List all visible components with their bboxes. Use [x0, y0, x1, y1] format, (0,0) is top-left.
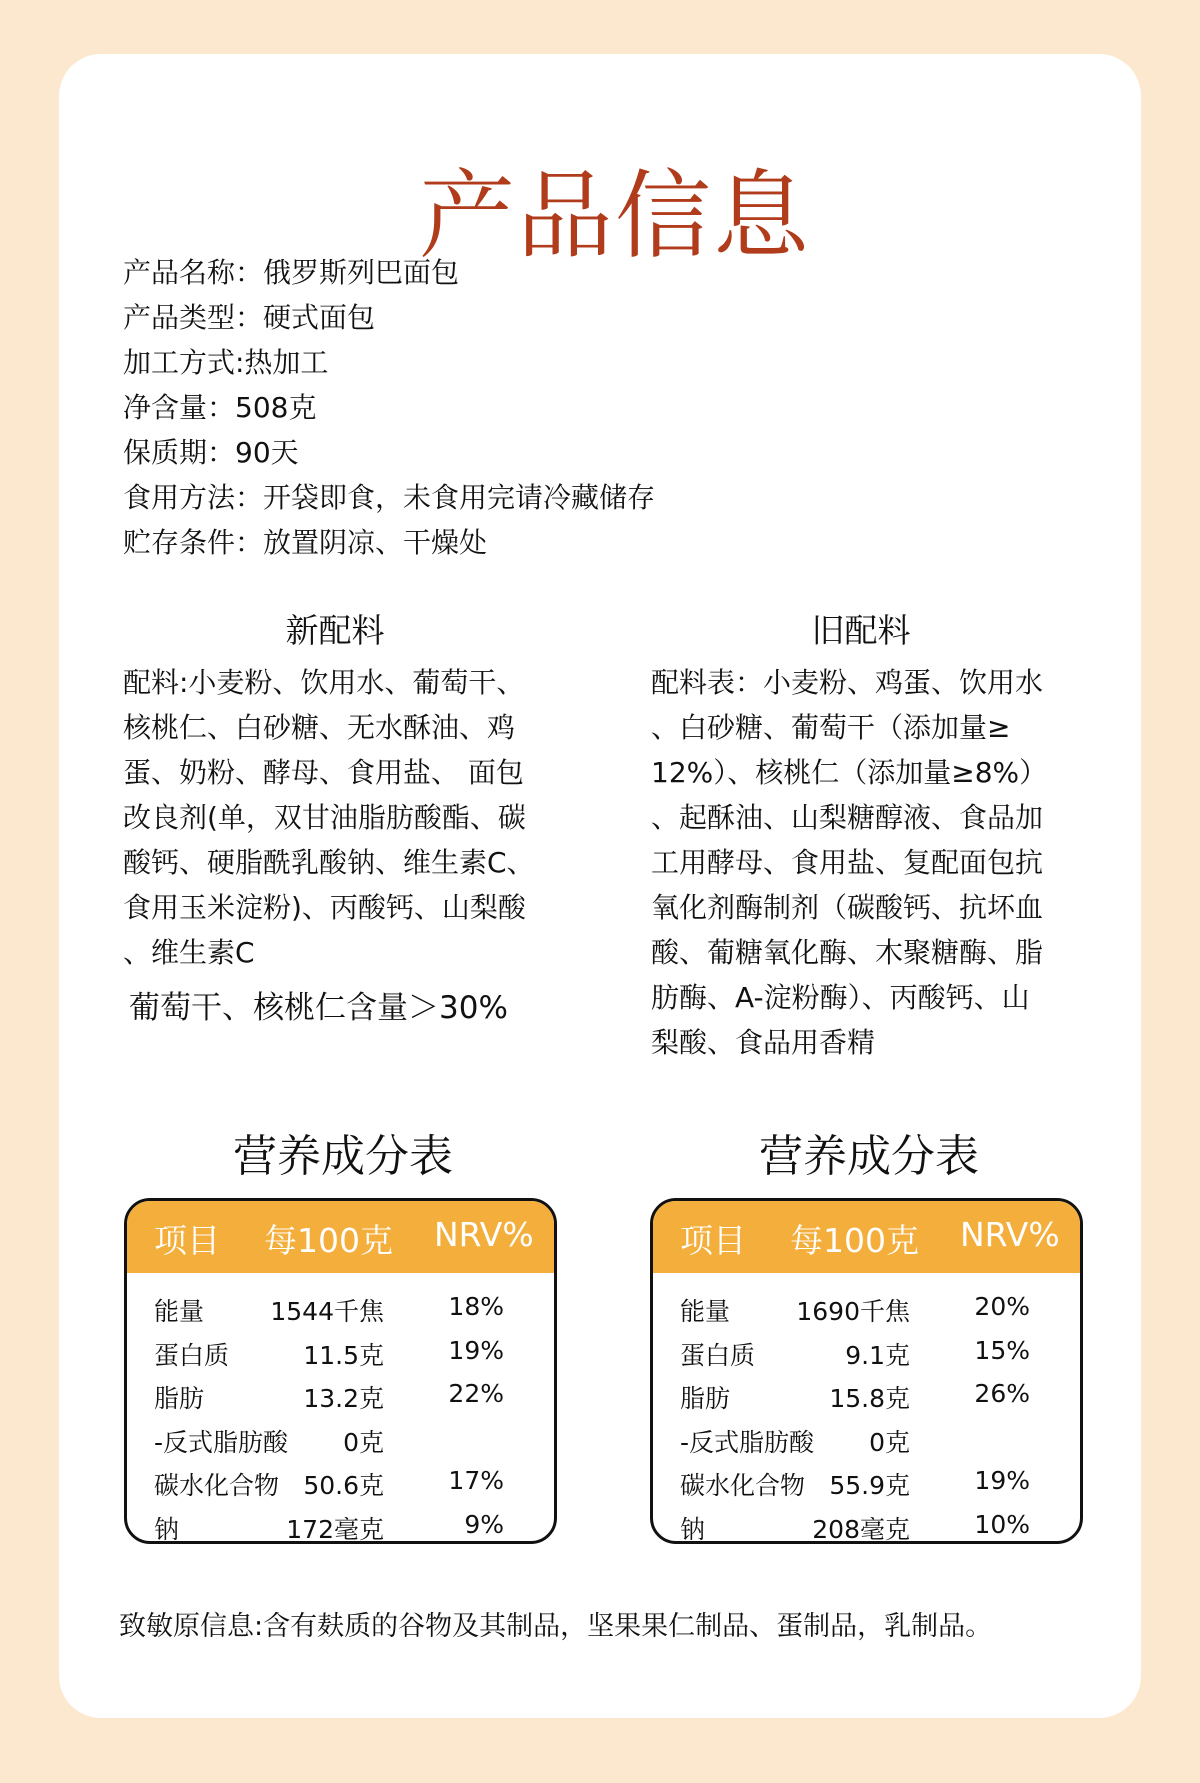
nutrient-name: 脂肪: [154, 1384, 205, 1414]
nutrient-name: -反式脂肪酸: [154, 1427, 289, 1457]
header-per-100g: 每100克: [790, 1221, 919, 1260]
nutrient-name: 碳水化合物: [680, 1471, 806, 1501]
nutrient-value: 0克: [869, 1427, 910, 1457]
nutrient-value: 172毫克: [286, 1514, 384, 1544]
table-row: [127, 1459, 554, 1503]
nutrient-name: 蛋白质: [680, 1340, 756, 1370]
ingredient-line: 工用酵母、食用盐、复配面包抗: [651, 846, 1044, 879]
nutrient-value: 1544千焦: [270, 1297, 384, 1326]
nutrient-nrv: 26%: [974, 1379, 1030, 1409]
ingredient-line: 酸钙、硬脂酰乳酸钠、维生素C、: [123, 846, 535, 879]
table-row: [653, 1285, 1080, 1329]
table-row: [127, 1372, 554, 1416]
ingredient-line: 蛋、奶粉、酵母、食用盐、 面包: [123, 756, 524, 789]
product-info-list: [123, 250, 655, 565]
info-processing: 加工方式:热加工: [123, 346, 329, 379]
header-nrv: NRV%: [434, 1215, 534, 1254]
nutrient-nrv: 9%: [464, 1509, 504, 1539]
nutrition-table-title-new: 营养成分表: [233, 1131, 453, 1182]
info-storage: 贮存条件：放置阴凉、干燥处: [123, 526, 488, 559]
nutrient-name: -反式脂肪酸: [680, 1427, 815, 1457]
ingredient-line: 、维生素C: [123, 936, 255, 969]
nutrition-table-new: [124, 1198, 557, 1544]
ingredient-line: 氧化剂酶制剂（碳酸钙、抗坏血: [651, 891, 1044, 924]
nutrition-table-old: [650, 1198, 1083, 1544]
ingredient-line: 改良剂(单，双甘油脂肪酸酯、碳: [123, 801, 526, 834]
nutrient-name: 碳水化合物: [154, 1471, 280, 1501]
new-ingredients-list: [123, 660, 535, 975]
nutrient-nrv: 19%: [974, 1466, 1030, 1496]
table-row: [127, 1416, 554, 1460]
nutrient-value: 208毫克: [812, 1514, 910, 1544]
ingredient-line: 配料:小麦粉、饮用水、葡萄干、: [123, 666, 525, 699]
ingredient-line: 12%）、核桃仁（添加量≥8%）: [651, 756, 1048, 789]
ingredient-line: 核桃仁、白砂糖、无水酥油、鸡: [123, 711, 516, 744]
nutrient-name: 钠: [680, 1514, 706, 1544]
nutrient-value: 1690千焦: [796, 1297, 910, 1326]
table-row: [653, 1503, 1080, 1544]
allergen-info: 致敏原信息:含有麸质的谷物及其制品，坚果果仁制品、蛋制品，乳制品。: [119, 1611, 993, 1642]
info-usage: 食用方法：开袋即食，未食用完请冷藏储存: [123, 481, 656, 514]
table-header: [127, 1201, 554, 1273]
raisin-walnut-content-note: 葡萄干、核桃仁含量＞30%: [129, 990, 508, 1026]
ingredient-line: 酸、葡糖氧化酶、木聚糖酶、脂: [651, 936, 1044, 969]
nutrient-name: 蛋白质: [154, 1340, 230, 1370]
nutrient-name: 能量: [154, 1297, 205, 1326]
table-row: [127, 1329, 554, 1373]
table-row: [653, 1372, 1080, 1416]
nutrient-value: 55.9克: [829, 1471, 910, 1501]
ingredient-line: 、白砂糖、葡萄干（添加量≥: [651, 711, 1011, 744]
ingredient-line: 、起酥油、山梨糖醇液、食品加: [651, 801, 1044, 834]
header-item: 项目: [154, 1221, 220, 1260]
nutrient-name: 脂肪: [680, 1384, 731, 1414]
info-product-type: 产品类型：硬式面包: [123, 301, 376, 334]
nutrient-nrv: 15%: [974, 1335, 1030, 1365]
nutrient-value: 9.1克: [845, 1340, 910, 1370]
nutrient-value: 15.8克: [829, 1384, 910, 1414]
header-per-100g: 每100克: [264, 1221, 393, 1260]
old-ingredients-heading: 旧配料: [811, 611, 911, 650]
ingredient-line: 梨酸、食品用香精: [651, 1026, 876, 1059]
nutrient-name: 能量: [680, 1297, 731, 1326]
nutrition-table-title-old: 营养成分表: [759, 1131, 979, 1182]
info-product-name: 产品名称：俄罗斯列巴面包: [123, 256, 460, 289]
nutrient-value: 0克: [343, 1427, 384, 1457]
nutrient-nrv: 19%: [448, 1335, 504, 1365]
nutrient-nrv: 17%: [448, 1466, 504, 1496]
table-row: [127, 1503, 554, 1544]
nutrient-name: 钠: [154, 1514, 180, 1544]
ingredient-line: 肪酶、A-淀粉酶）、丙酸钙、山: [651, 981, 1030, 1014]
table-row: [127, 1285, 554, 1329]
nutrient-value: 11.5克: [303, 1340, 384, 1370]
table-header: [653, 1201, 1080, 1273]
ingredient-line: 配料表：小麦粉、鸡蛋、饮用水: [651, 666, 1044, 699]
ingredient-line: 食用玉米淀粉)、丙酸钙、山梨酸: [123, 891, 526, 924]
nutrient-nrv: 20%: [974, 1292, 1030, 1321]
nutrient-value: 13.2克: [303, 1384, 384, 1414]
header-nrv: NRV%: [960, 1215, 1060, 1254]
nutrient-value: 50.6克: [303, 1471, 384, 1501]
old-ingredients-list: [651, 660, 1047, 1065]
info-shelf-life: 保质期：90天: [123, 436, 299, 469]
new-ingredients-heading: 新配料: [285, 611, 385, 650]
table-row: [653, 1459, 1080, 1503]
header-item: 项目: [680, 1221, 746, 1260]
nutrient-nrv: 10%: [974, 1509, 1030, 1539]
table-row: [653, 1329, 1080, 1373]
nutrient-nrv: 18%: [448, 1292, 504, 1321]
page-title: 产品信息: [419, 160, 811, 272]
nutrient-nrv: 22%: [448, 1379, 504, 1409]
info-net-weight: 净含量：508克: [123, 391, 317, 424]
table-row: [653, 1416, 1080, 1460]
